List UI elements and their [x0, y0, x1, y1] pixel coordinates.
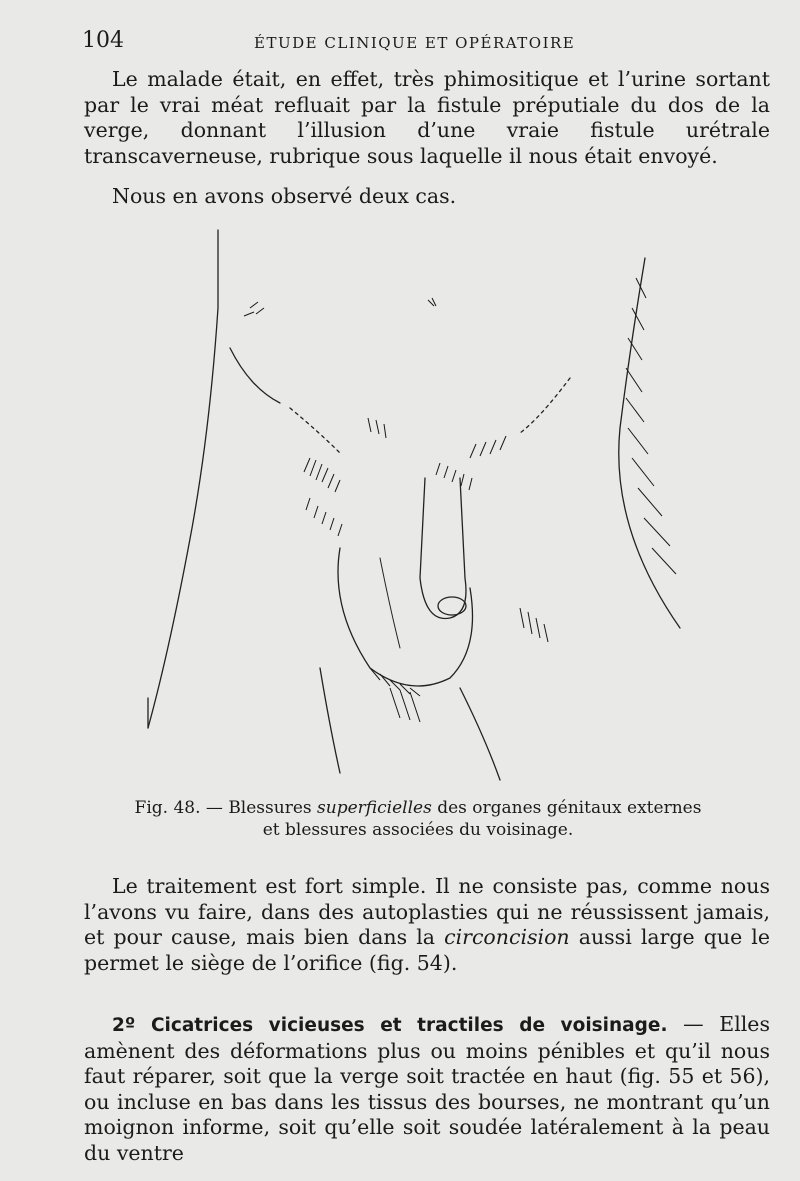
penis-outline	[420, 478, 466, 619]
anatomical-engraving	[140, 228, 720, 788]
paragraph-text: Le malade était, en effet, très phimositique et l’urine sortant par le vrai méat refluait par la fistule préputiale du dos de la verge, donnant l’illusion d’une vraie fistule urétrale transcaverneuse, rubrique sous laquelle il nous était envoyé.	[84, 67, 770, 168]
paragraph-phimosis	[84, 67, 770, 169]
paragraph-section-2	[84, 1012, 770, 1166]
page-number: 104	[82, 28, 124, 53]
caption-prefix: Fig. 48. — Blessures	[134, 798, 312, 818]
paragraph-text-after: aussi large que le permet le siège de l’orifice (fig. 54).	[84, 925, 770, 975]
caption-line1-rest: des organes génitaux externes	[437, 798, 702, 818]
paragraph-text-before: Le traitement est fort simple. Il ne consiste pas, comme nous l’avons vu faire, dans des autoplasties qui ne réussissent jamais, et pour cause, mais bien dans la	[84, 874, 770, 949]
figure-48-illustration	[140, 228, 720, 788]
hatching-shading	[244, 278, 676, 722]
section-heading: Cicatrices vicieuses et tractiles de voisinage.	[150, 1015, 668, 1036]
left-groin-line	[230, 348, 280, 403]
paragraph-treatment	[84, 874, 770, 976]
right-thigh-outline	[619, 258, 680, 628]
section-number: 2º	[112, 1015, 136, 1036]
paragraph-text: Nous en avons observé deux cas.	[112, 184, 457, 208]
caption-italic: superficielles	[317, 798, 432, 818]
page-header	[82, 28, 772, 56]
figure-caption	[118, 797, 718, 841]
left-thigh-outline	[148, 230, 218, 728]
paragraph-text: — Elles amènent des déformations plus ou moins pénibles et qu’il nous faut réparer, soit que la verge soit tractée en haut (fig. 55 et 56), ou incluse en bas dans les tissus des bourses, ne montrant qu’un moignon informe, soit qu’elle soit soudée latéralement à la peau du ventre	[84, 1012, 770, 1165]
running-title: ÉTUDE CLINIQUE ET OPÉRATOIRE	[254, 34, 576, 52]
paragraph-cases	[84, 184, 770, 210]
caption-line2: et blessures associées du voisinage.	[262, 820, 574, 840]
paragraph-italic-term: circoncision	[444, 925, 570, 949]
